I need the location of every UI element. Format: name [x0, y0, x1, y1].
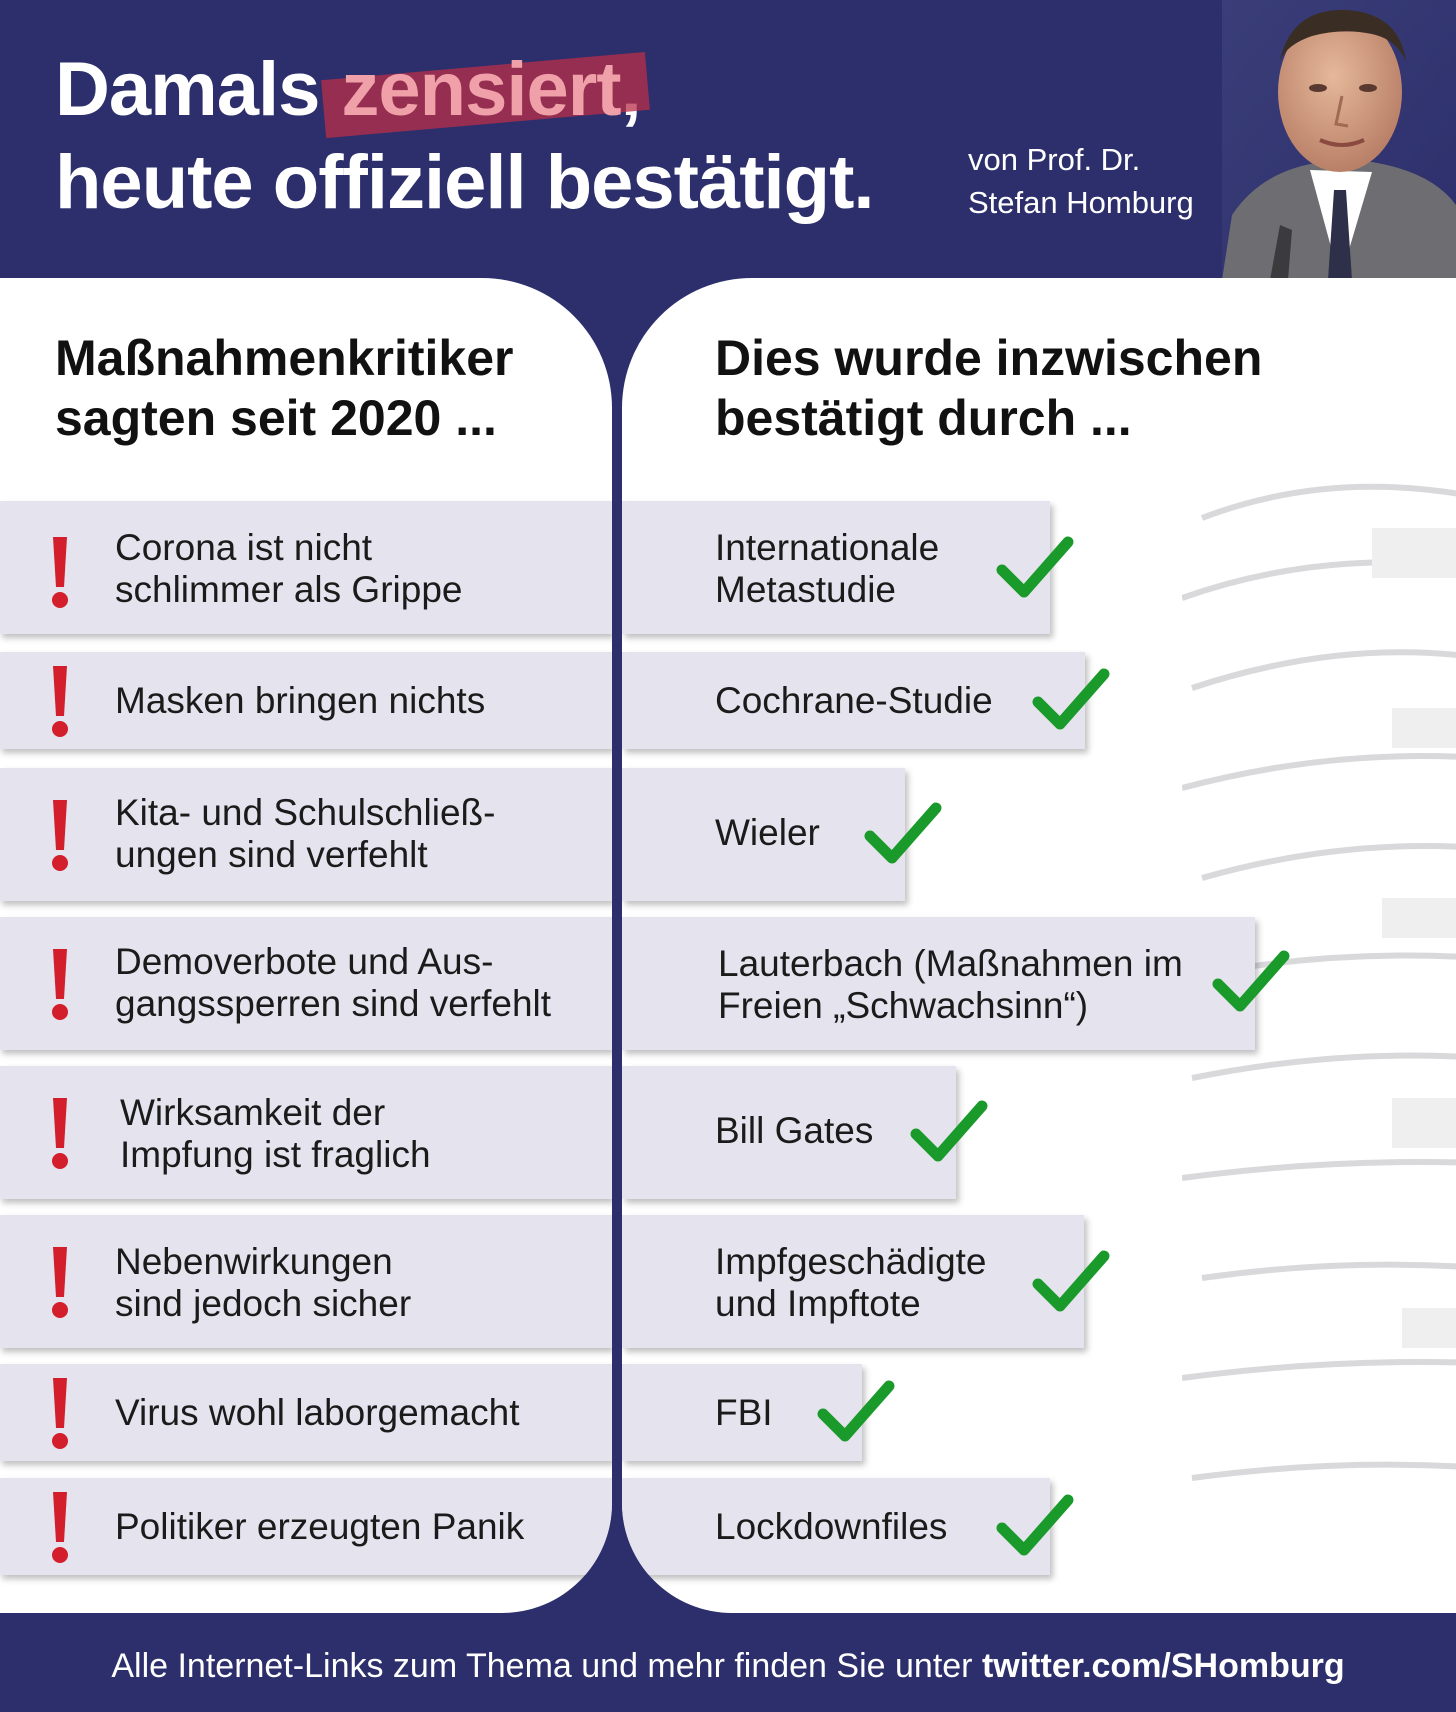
claim-row-1 — [0, 501, 612, 634]
claim-row-6 — [0, 1215, 612, 1348]
exclamation-icon — [50, 800, 70, 872]
censored-word: zensiert — [341, 52, 620, 128]
claim-row-8 — [0, 1478, 612, 1575]
confirmation-row-4 — [622, 917, 1255, 1050]
exclamation-icon — [50, 1378, 70, 1450]
footer-text: Alle Internet-Links zum Thema und mehr finden Sie unter twitter.com/SHomburg — [111, 1647, 1345, 1685]
exclamation-icon — [50, 1492, 70, 1564]
claim-text: Kita- und Schulschließ- ungen sind verfehlt — [115, 792, 496, 875]
checkmark-icon — [1032, 1248, 1110, 1314]
byline-author: Stefan Homburg — [968, 185, 1194, 220]
byline-line-1: von Prof. Dr. — [968, 142, 1141, 177]
exclamation-icon — [50, 1247, 70, 1319]
checkmark-icon — [1032, 666, 1110, 732]
claim-row-5 — [0, 1066, 612, 1199]
claims-heading: Maßnahmenkritiker sagten seit 2020 ... — [55, 330, 514, 446]
confirmation-text: Impfgeschädigte und Impftote — [715, 1241, 987, 1324]
checkmark-icon — [864, 800, 942, 866]
confirmation-row-5 — [622, 1066, 956, 1199]
confirmation-text: Internationale Metastudie — [715, 527, 940, 610]
twitter-link[interactable]: twitter.com/SHomburg — [981, 1647, 1345, 1685]
claim-text: Corona ist nicht schlimmer als Grippe — [115, 527, 463, 610]
footer — [0, 1613, 1456, 1712]
confirmation-text: Cochrane-Studie — [715, 680, 993, 721]
claim-text: Politiker erzeugten Panik — [115, 1506, 525, 1547]
confirmation-row-6 — [622, 1215, 1084, 1348]
claim-text: Nebenwirkungen sind jedoch sicher — [115, 1241, 412, 1324]
exclamation-icon — [50, 1098, 70, 1170]
claim-row-2 — [0, 652, 612, 749]
confirmation-row-1 — [622, 501, 1050, 634]
checkmark-icon — [996, 534, 1074, 600]
confirmations-panel — [622, 278, 1456, 1613]
confirmation-text: Lauterbach (Maßnahmen im Freien „Schwachsinn“) — [718, 943, 1183, 1026]
portrait-photo — [1222, 0, 1456, 280]
confirmation-text: Bill Gates — [715, 1110, 874, 1151]
claim-text: Virus wohl laborgemacht — [115, 1392, 520, 1433]
exclamation-icon — [50, 666, 70, 738]
claims-panel — [0, 278, 612, 1613]
confirmation-text: Lockdownfiles — [715, 1506, 948, 1547]
byline — [968, 138, 1194, 224]
header — [0, 0, 1456, 280]
confirmation-text: Wieler — [715, 812, 820, 853]
confirmation-text: FBI — [715, 1392, 773, 1433]
confirmations-heading: Dies wurde inzwischen bestätigt durch ... — [715, 330, 1263, 446]
confirmation-row-8 — [622, 1478, 1050, 1575]
title-prefix: Damals — [55, 47, 320, 132]
title-line-1 — [55, 47, 641, 132]
checkmark-icon — [996, 1492, 1074, 1558]
checkmark-icon — [910, 1098, 988, 1164]
confirmation-row-2 — [622, 652, 1085, 749]
claim-text: Demoverbote und Aus- gangssperren sind verfehlt — [115, 941, 552, 1024]
confirmation-row-3 — [622, 768, 905, 901]
checkmark-icon — [817, 1378, 895, 1444]
claim-text: Wirksamkeit der Impfung ist fraglich — [120, 1092, 431, 1175]
claim-row-3 — [0, 768, 612, 901]
checkmark-icon — [1212, 948, 1290, 1014]
exclamation-icon — [50, 949, 70, 1021]
claim-row-7 — [0, 1364, 612, 1461]
claim-text: Masken bringen nichts — [115, 680, 486, 721]
claim-row-4 — [0, 917, 612, 1050]
title-line-2: heute offiziell bestätigt. — [55, 140, 874, 225]
exclamation-icon — [50, 537, 70, 609]
